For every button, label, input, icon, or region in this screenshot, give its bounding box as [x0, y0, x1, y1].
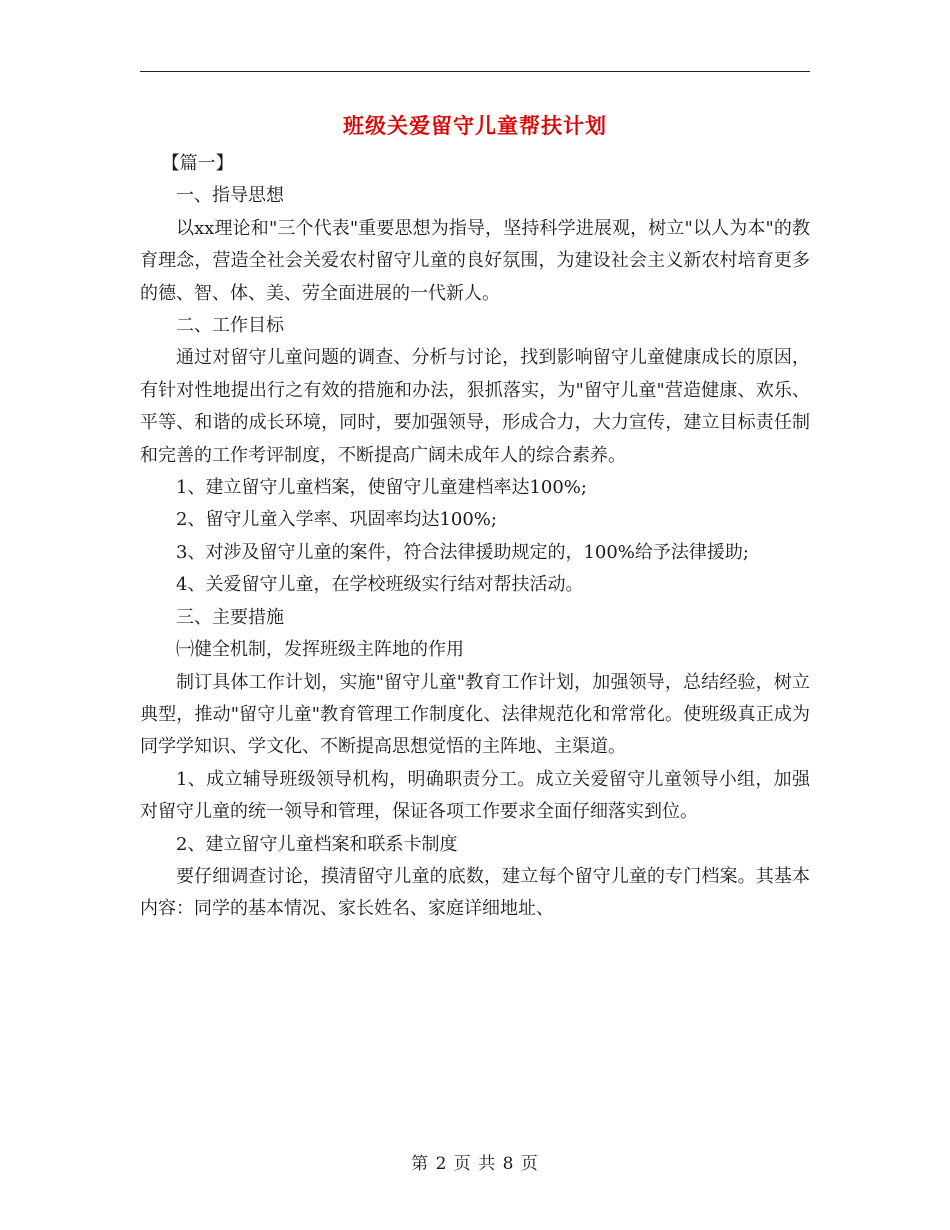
subheading: ㈠健全机制，发挥班级主阵地的作用 [176, 639, 464, 661]
measure-item: 2、建立留守儿童档案和联系卡制度 [176, 833, 458, 855]
header-rule [140, 71, 810, 72]
paragraph: 要仔细调查讨论，摸清留守儿童的底数，建立每个留守儿童的专门档案。其基本内容：同学的基本情况、家长姓名、家庭详细地址、 [140, 865, 810, 920]
heading-main-measures: 三、主要措施 [176, 606, 284, 628]
measure-item: 1、成立辅导班级领导机构，明确职责分工。成立关爱留守儿童领导小组，加强对留守儿童的统一领导和管理，保证各项工作要求全面仔细落实到位。 [140, 768, 810, 823]
document-title: 班级关爱留守儿童帮扶计划 [343, 113, 607, 138]
page-number: 第 2 页 共 8 页 [411, 1154, 539, 1174]
paragraph: 以xx理论和"三个代表"重要思想为指导，坚持科学进展观，树立"以人为本"的教育理念，营造全社会关爱农村留守儿童的良好氛围，为建设社会主义新农村培育更多的德、智、体、美、劳全面进展的一代新人。 [140, 217, 810, 304]
paragraph: 通过对留守儿童问题的调查、分析与讨论，找到影响留守儿童健康成长的原因，有针对性地提出行之有效的措施和办法，狠抓落实，为"留守儿童"营造健康、欢乐、平等、和谐的成长环境，同时，要加强领导，形成合力，大力宣传，建立目标责任制和完善的工作考评制度，不断提高广阔未成年人的综合素养。 [140, 347, 810, 466]
goal-item: 2、留守儿童入学率、巩固率均达100%; [176, 509, 497, 531]
heading-work-goals: 二、工作目标 [176, 315, 284, 337]
section-marker: 【篇一】 [161, 153, 234, 174]
document-body [140, 148, 810, 926]
goal-item: 4、关爱留守儿童，在学校班级实行结对帮扶活动。 [176, 574, 584, 596]
heading-guiding-ideology: 一、指导思想 [176, 185, 284, 207]
goal-item: 1、建立留守儿童档案，使留守儿童建档率达100%; [176, 477, 587, 499]
paragraph: 制订具体工作计划，实施"留守儿童"教育工作计划，加强领导，总结经验，树立典型，推动"留守儿童"教育管理工作制度化、法律规范化和常常化。使班级真正成为同学学知识、学文化、不断提高思想觉悟的主阵地、主渠道。 [140, 671, 810, 758]
goal-item: 3、对涉及留守儿童的案件，符合法律援助规定的，100%给予法律援助; [176, 541, 749, 563]
